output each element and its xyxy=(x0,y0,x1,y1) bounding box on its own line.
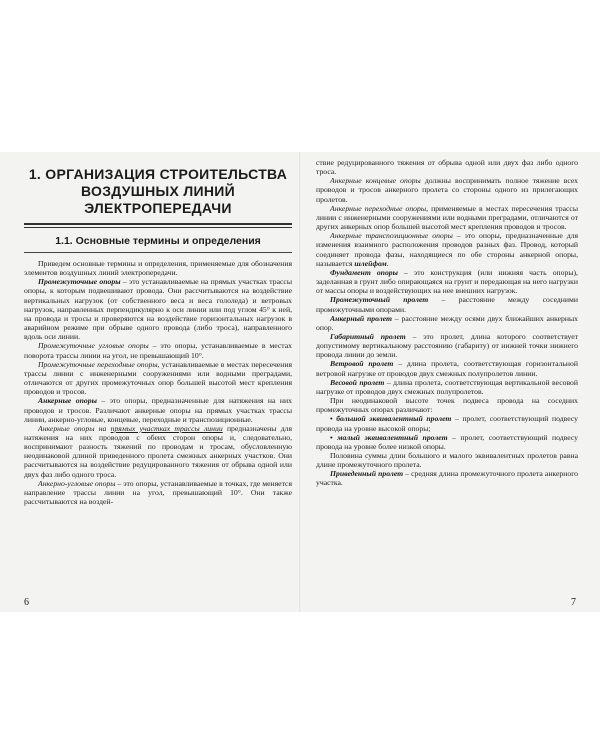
term: Анкерный пролет xyxy=(330,313,393,323)
chapter-title-line1: 1. ОРГАНИЗАЦИЯ СТРОИТЕЛЬСТВА xyxy=(28,166,288,182)
term: Весовой пролет xyxy=(330,377,385,387)
chapter-title-line2: ВОЗДУШНЫХ ЛИНИЙ ЭЛЕКТРОПЕРЕДАЧИ xyxy=(80,183,235,216)
definition: – это пролет, длина которого соответствует допустимому вертикальному расстоянию (габариту) от нижней точки нижнего провода линии до земли. xyxy=(316,331,578,360)
right-page-body xyxy=(316,152,578,488)
definition: – это опоры, устанавливаемые в местах поворота трассы линии на угол, не превышающий 10°. xyxy=(24,341,292,360)
term: Приведенный пролет xyxy=(330,469,404,479)
paragraph-anchor-straight-supports xyxy=(24,424,292,479)
term: Анкерные опоры xyxy=(38,396,97,406)
term: Анкерные концевые опоры xyxy=(330,176,421,186)
paragraph-foundation xyxy=(316,268,578,295)
term: Анкерные переходные опоры xyxy=(330,203,427,213)
section-title: 1.1. Основные термины и определения xyxy=(55,235,261,247)
paragraph-wind-span xyxy=(316,359,578,377)
definition: – расстояние между соседними промежуточными опорами. xyxy=(316,295,578,314)
paragraph-anchor-span xyxy=(316,314,578,332)
definition: – средняя длина промежуточного пролета анкерного участка. xyxy=(316,469,578,488)
left-page xyxy=(24,152,292,612)
paragraph-intermediate-crossing-supports xyxy=(24,360,292,397)
paragraph-intermediate-span xyxy=(316,295,578,313)
bullet: • xyxy=(330,432,338,442)
paragraph-anchor-supports xyxy=(24,396,292,423)
definition: – расстояние между осями двух ближайших анкерных опор. xyxy=(316,313,578,332)
definition: – это устанавливаемые на прямых участках трассы опоры, к которым подвешивают провода. Они рассчитываются на воздействие вертикальных нагрузок (от собственного веса и веса гололеда) и ветровых нагрузок, направленных перпендикулярно к оси линии или под углом 45° к ней, на провода и тросы и проверяются на воздействие горизонтальных нагрузок в аварийном режиме при обрыве одного провода (либо троса), направленного вдоль оси линии. xyxy=(24,277,292,342)
list-item-large-equivalent-span xyxy=(316,414,578,432)
term-loop: шлейфом xyxy=(354,258,387,268)
chapter-title xyxy=(24,152,292,217)
paragraph-anchor-crossing-supports xyxy=(316,204,578,231)
term: большой эквивалентный пролет xyxy=(336,414,452,424)
section-rule xyxy=(24,252,292,253)
term: Фундамент опоры xyxy=(330,267,398,277)
term: Промежуточные угловые опоры xyxy=(38,341,149,351)
term: Промежуточный пролет xyxy=(330,295,429,305)
definition: – пролет, соответствующий подвесу провода на уровне более низкой опоры. xyxy=(316,432,578,451)
continued-paragraph: ствие редуцированного тяжения от обрыва одной или двух фаз либо одного троса. xyxy=(316,158,578,177)
intro-paragraph: Приведем основные термины и определения, применяемые для обозначения элементов воздушных линий электропередачи. xyxy=(24,259,292,278)
definition: – длина пролета, соответствующая вертикальной весовой нагрузке от проводов двух смежных полупролетов. xyxy=(316,377,578,396)
paragraph-reduced-span xyxy=(316,469,578,487)
definition: , устанавливаемые в местах пересечения трассы линии с инженерными сооружениями или водными преградами, отличаются от других промежуточных опор большей высотой мест крепления проводов и тросов. xyxy=(24,359,292,397)
title-rule-thin xyxy=(24,227,292,228)
term: Ветровой пролет xyxy=(330,359,394,369)
term: Анкерные опоры на xyxy=(38,423,111,433)
paragraph-weight-span xyxy=(316,378,578,396)
term: Промежуточные переходные опоры xyxy=(38,359,158,369)
right-page xyxy=(316,152,578,612)
definition: – это конструкция (или нижняя часть опоры), заделанная в грунт либо опирающаяся на грунт и передающая на него нагрузки от массы опоры и воздействующих на нее внешних нагрузок. xyxy=(316,267,578,296)
page-number: 7 xyxy=(571,597,576,608)
term: Анкерные транспозиционные опоры xyxy=(330,231,453,241)
book-spread xyxy=(0,152,600,612)
paragraph-anchor-angle-supports xyxy=(24,479,292,506)
title-rule-thick xyxy=(24,223,292,225)
paragraph-half-sum: Половина суммы длин большого и малого эквивалентных пролетов равна длине промежуточного пролета. xyxy=(316,451,578,470)
paragraph-intermediate-angle-supports xyxy=(24,341,292,359)
term: Промежуточные опоры xyxy=(38,277,121,287)
term-underlined: прямых участках трассы линии xyxy=(110,423,223,433)
term: Анкерно-угловые опоры xyxy=(38,478,116,488)
definition: предназначены для натяжения на них проводов с обеих сторон опоры и, следовательно, воспринимают разность тяжений по проводам и тросам, обусловленную неодинаковой длиной приведенного пролета смежных анкерных участков. Они рассчитываются на воздействие редуцированного тяжения от обрыва одной или двух фаз либо одного троса. xyxy=(24,423,293,479)
term: малый эквивалентный пролет xyxy=(337,432,448,442)
definition: – пролет, соответствующий подвесу провода на уровне высокой опоры; xyxy=(316,414,578,433)
paragraph-anchor-end-supports xyxy=(316,176,578,203)
definition: должны воспринимать полное тяжение всех проводов и тросов анкерного пролета со стороны одного из прилегающих пролетов. xyxy=(316,176,578,204)
definition: – это опоры, предназначенные для изменения взаимного расположения проводов разных фаз. Провод, который соединяет провода фазы, находящиеся по обе стороны анкерной опоры, называется xyxy=(316,231,578,268)
definition-end: . xyxy=(386,258,389,268)
definition: – это опоры, предназначенные для натяжения на них проводов и тросов. Различают анкерные опоры на прямых участках трассы линии, анкерно-угловые, концевые, переходные и транспозиционные. xyxy=(24,396,292,424)
term: Габаритный пролет xyxy=(330,331,406,341)
paragraph-dimension-span xyxy=(316,332,578,359)
page-number: 6 xyxy=(24,597,29,608)
definition: , применяемые в местах пересечения трассы линии с инженерными сооружениями или водными преградами, отличаются от других анкерных опор большей высотой мест крепления проводов и тросов. xyxy=(316,203,578,232)
bullet: • xyxy=(330,414,337,424)
paragraph-transposition-supports xyxy=(316,231,578,268)
definition: – длина пролета, соответствующая горизонтальной ветровой нагрузке от проводов двух смежных полупролетов линии. xyxy=(316,359,578,378)
paragraph-intermediate-supports xyxy=(24,277,292,341)
definition: – это опоры, устанавливаемые в точках, где меняется направление трассы линии на угол, превышающий 10°. Они также рассчитываются на воздей- xyxy=(24,478,292,507)
paragraph-unequal-heights: При неодинаковой высоте точек подвеса провода на соседних промежуточных опорах различают: xyxy=(316,396,578,415)
list-item-small-equivalent-span xyxy=(316,433,578,451)
